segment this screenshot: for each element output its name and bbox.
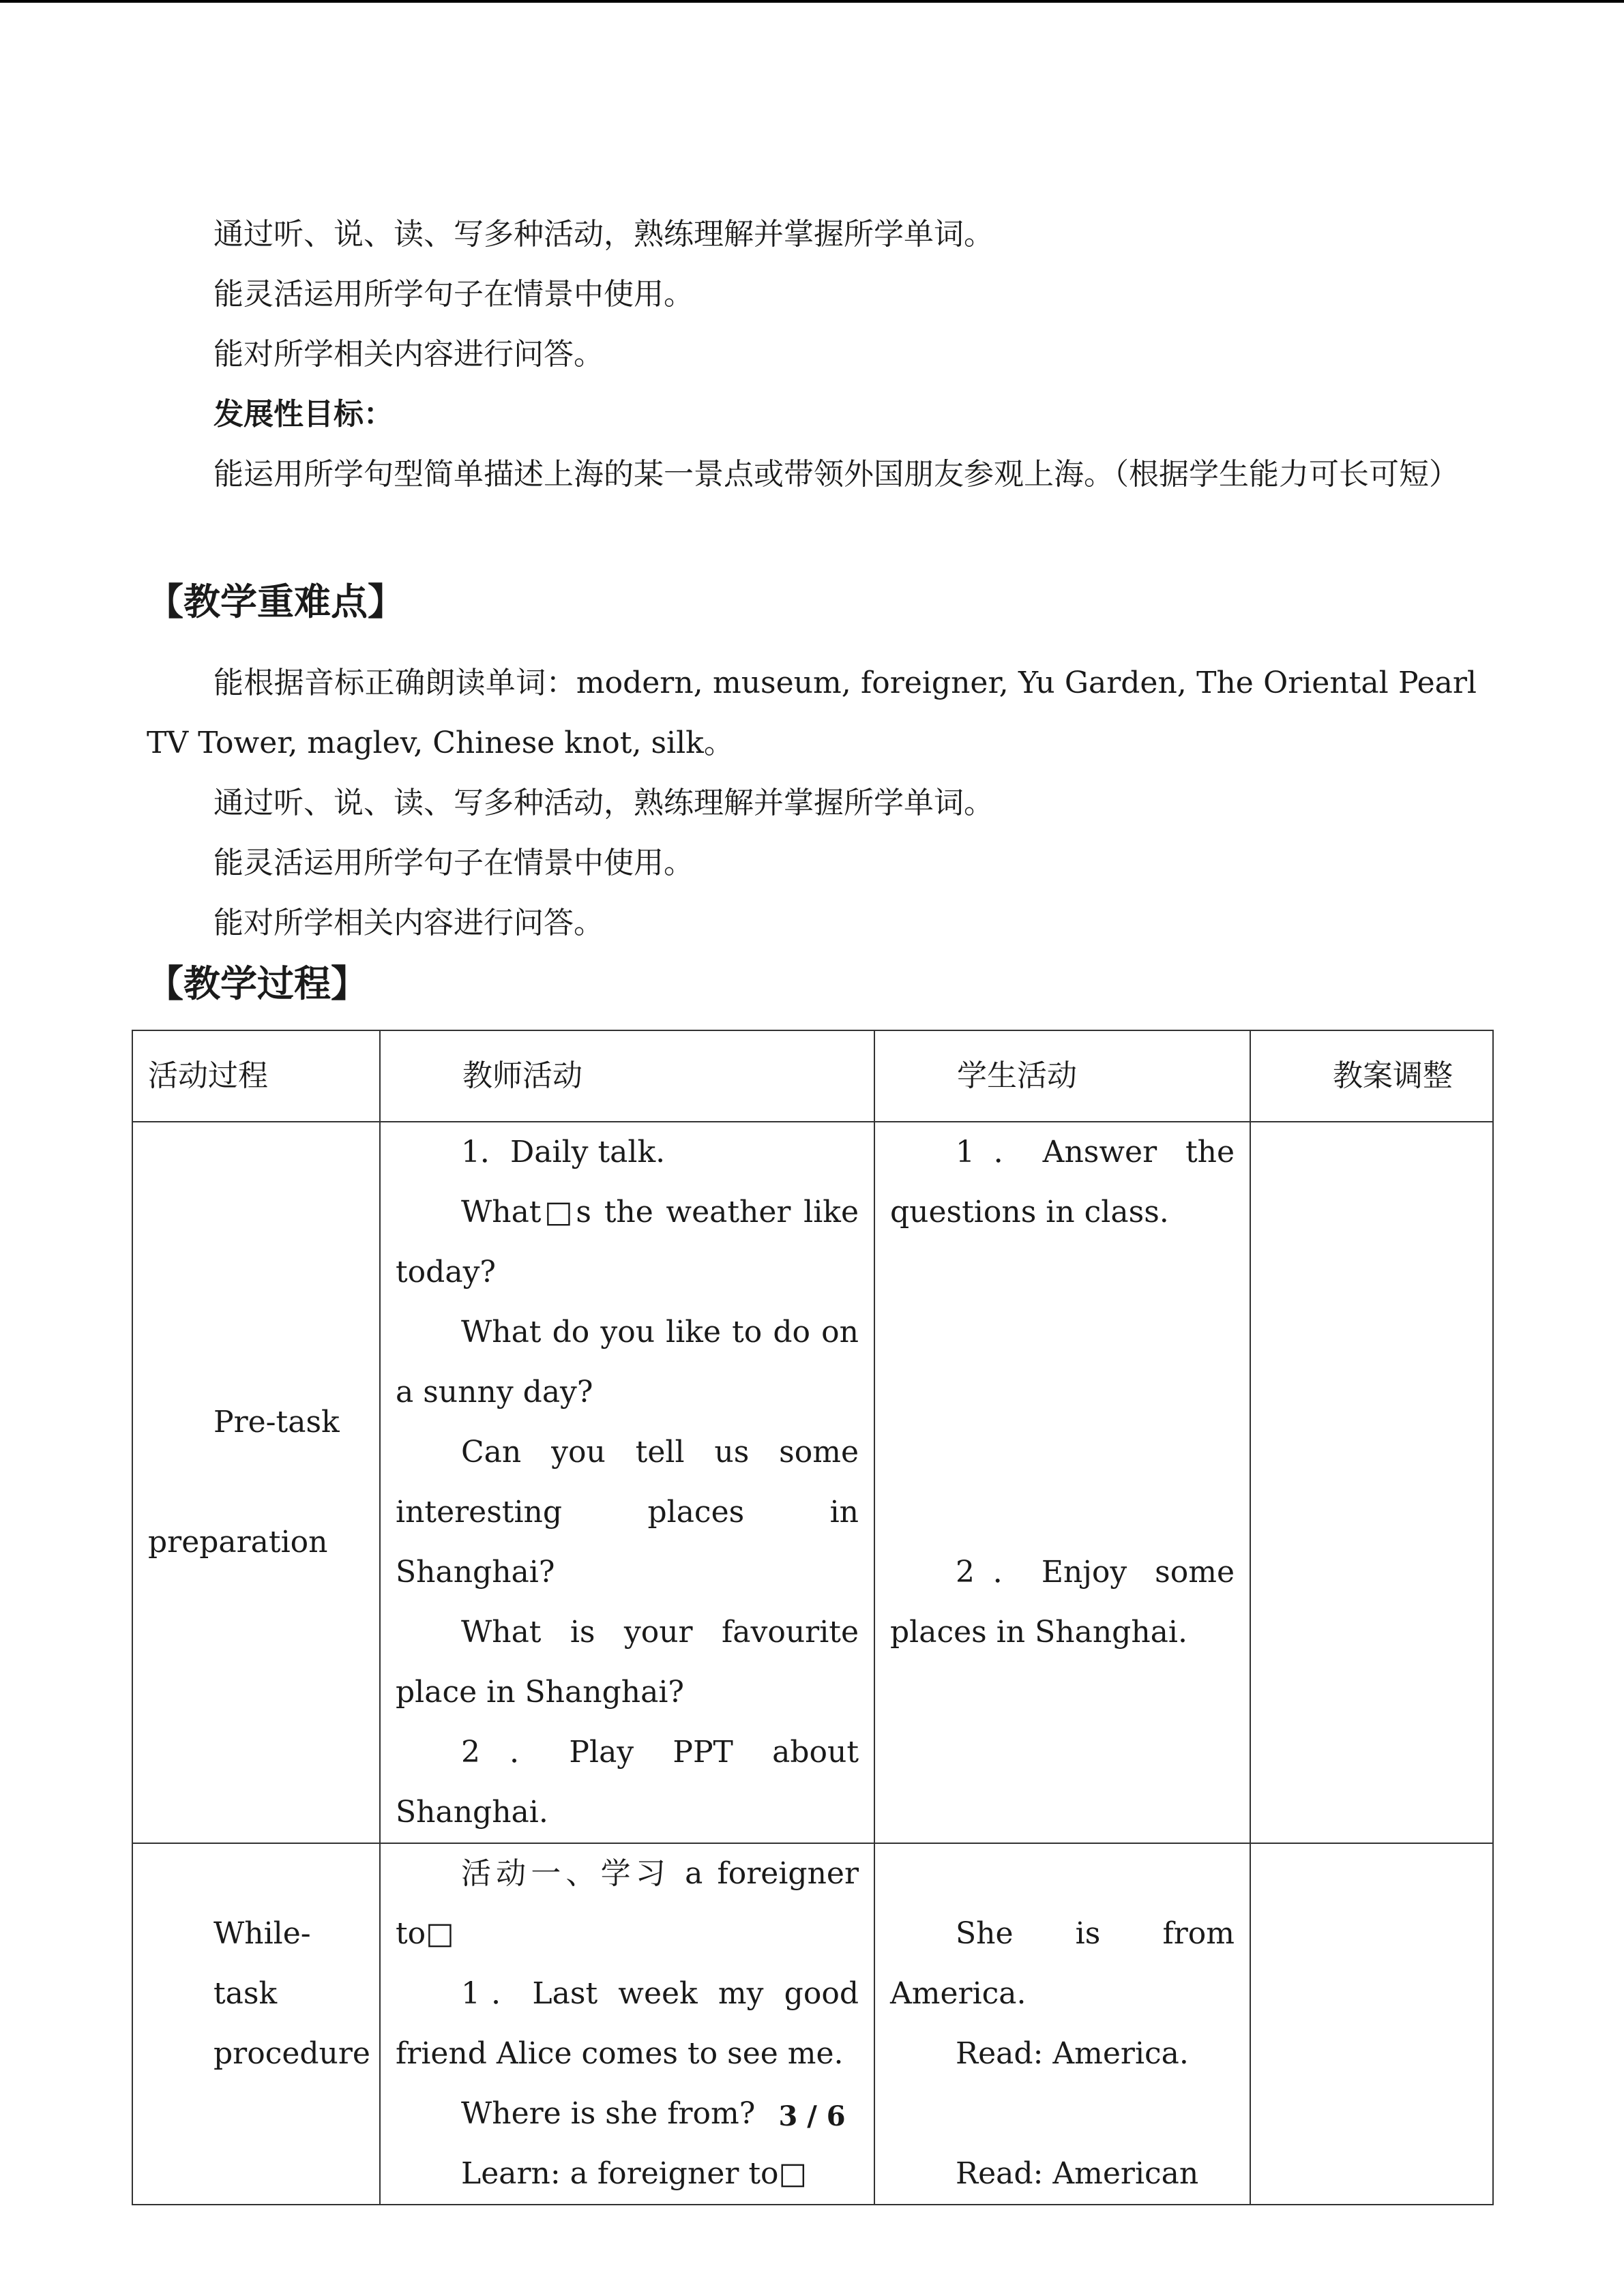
stage-cell-while-task (132, 1843, 380, 2205)
header-student (874, 1030, 1250, 1122)
teacher-line: Learn: a foreigner to□ (461, 2156, 808, 2191)
header-stage (132, 1030, 380, 1122)
teacher-line: 1．Daily talk. (461, 1135, 666, 1169)
table-header-row (132, 1030, 1493, 1122)
objective-paragraph-3: 能对所学相关内容进行问答。 (213, 337, 604, 372)
header-teacher (380, 1030, 874, 1122)
stage-label-line2: preparation (148, 1525, 328, 1560)
objective-paragraph-2: 能灵活运用所学句子在情景中使用。 (213, 277, 694, 312)
teacher-activity-cell (380, 1122, 874, 1843)
student-line: Read: American (956, 2156, 1199, 2191)
page-number: 3 / 6 (778, 2100, 846, 2132)
stage-label-line1: Pre-task (213, 1405, 340, 1440)
student-line: She is from America. (890, 1916, 1235, 2011)
header-teacher-label: 教师活动 (462, 1058, 582, 1093)
teacher-line: What is your favourite place in Shanghai? (396, 1615, 859, 1710)
teacher-line: Can you tell us some interesting places in Shanghai? (396, 1435, 859, 1590)
objective-paragraph-1: 通过听、说、读、写多种活动，熟练理解并掌握所学单词。 (213, 217, 994, 252)
key-point-4: 能对所学相关内容进行问答。 (213, 906, 604, 940)
key-points-heading: 【教学重难点】 (147, 580, 404, 623)
stage-label-line2: procedure (213, 2036, 370, 2071)
process-heading: 【教学过程】 (147, 962, 368, 1005)
header-adjust-label: 教案调整 (1333, 1058, 1453, 1093)
teaching-process-table (132, 1030, 1494, 2205)
adjust-cell (1250, 1122, 1493, 1843)
teacher-line: What□s the weather like today? (396, 1195, 859, 1289)
student-line: Read: America. (956, 2036, 1189, 2071)
development-goal-text: 能运用所学句型简单描述上海的某一景点或带领外国朋友参观上海。（根据学生能力可长可短） (213, 457, 1459, 492)
teacher-line: 1．Last week my good friend Alice comes to see me. (396, 1976, 859, 2071)
key-point-3: 能灵活运用所学句子在情景中使用。 (213, 846, 694, 880)
student-activity-cell (874, 1122, 1250, 1843)
header-stage-label: 活动过程 (148, 1058, 268, 1093)
student-activity-cell (874, 1843, 1250, 2205)
key-point-2: 通过听、说、读、写多种活动，熟练理解并掌握所学单词。 (213, 786, 994, 820)
adjust-cell (1250, 1843, 1493, 2205)
header-adjust (1250, 1030, 1493, 1122)
stage-cell-pre-task (132, 1122, 380, 1843)
key-point-1: 能根据音标正确朗读单词：modern, museum, foreigner, Yu Garden, The Oriental Pearl TV Tower, maglev, Chinese knot, silk。 (147, 666, 1477, 760)
teacher-line: 2．Play PPT about Shanghai. (396, 1735, 859, 1830)
stage-label-line1: While-task (213, 1916, 311, 2011)
table-row (132, 1843, 1493, 2205)
header-student-label: 学生活动 (957, 1058, 1077, 1093)
teacher-line: Where is she from? (461, 2096, 756, 2131)
teacher-line: 活动一、学习 a foreigner to□ (396, 1856, 859, 1951)
teacher-line: What do you like to do on a sunny day? (396, 1315, 859, 1410)
top-border-rule (0, 0, 1624, 3)
development-goal-title: 发展性目标： (213, 397, 394, 432)
student-line: 2．Enjoy some places in Shanghai. (890, 1555, 1235, 1650)
teacher-activity-cell (380, 1843, 874, 2205)
table-row (132, 1122, 1493, 1843)
student-line: 1．Answer the questions in class. (890, 1135, 1235, 1229)
